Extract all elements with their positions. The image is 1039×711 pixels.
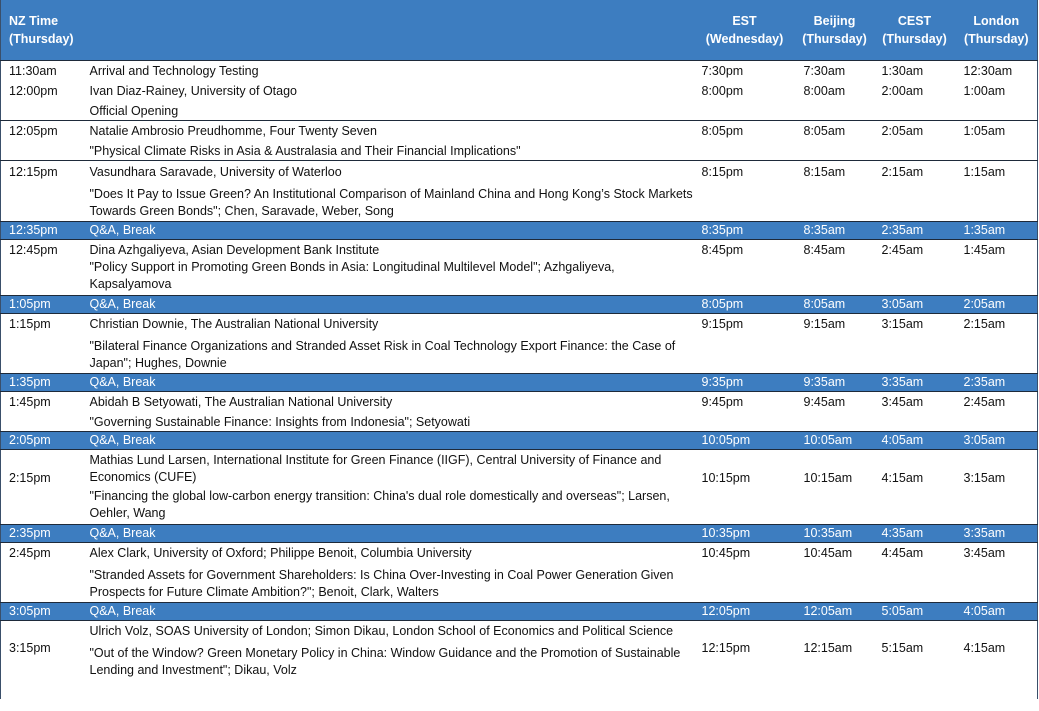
time-value: 9:15am (803, 317, 846, 331)
time-value: 8:15am (803, 165, 846, 179)
london-time-cell (956, 543, 1038, 603)
time-value: 12:15pm (701, 641, 751, 655)
session-title: Alex Clark, University of Oxford; Philippe Benoit, Columbia University (89, 546, 472, 560)
time-value: 3:45am (881, 395, 924, 409)
time-value: 1:15am (963, 165, 1006, 179)
time-value: 2:15pm (9, 471, 51, 485)
time-value: 8:05am (803, 124, 846, 138)
cest-time-cell (874, 240, 956, 296)
est-time-cell (694, 314, 796, 374)
london-time-cell: 3:05am (956, 432, 1038, 450)
nz-time-cell (1, 621, 82, 699)
session-cell (82, 392, 694, 432)
session-row (1, 392, 1038, 432)
time-value: 12:00pm (9, 84, 58, 98)
london-time-cell: 2:35am (956, 374, 1038, 392)
nz-time-cell (1, 392, 82, 432)
est-time-cell (694, 543, 796, 603)
header-london: London (Thursday) (956, 0, 1038, 61)
est-time-cell: 8:35pm (694, 222, 796, 240)
session-cell (82, 450, 694, 525)
session-title: Christian Downie, The Australian National University (89, 317, 379, 331)
time-value: 8:45am (803, 243, 846, 257)
nz-time-cell: 3:05pm (1, 603, 82, 621)
session-title: Ulrich Volz, SOAS University of London; Simon Dikau, London School of Economics and Political Science (89, 624, 674, 638)
session-cell: Q&A, Break (82, 432, 694, 450)
session-row (1, 450, 1038, 525)
session-row (1, 161, 1038, 222)
session-title: Dina Azhgaliyeva, Asian Development Bank Institute (89, 243, 380, 257)
nz-time-cell: 12:35pm (1, 222, 82, 240)
nz-time-cell: 1:35pm (1, 374, 82, 392)
time-value: 2:00am (881, 84, 924, 98)
break-row (1, 525, 1038, 543)
session-detail: "Bilateral Finance Organizations and Stranded Asset Risk in Coal Technology Export Finance: the Case of Japan"; Hughes, Downie (89, 339, 676, 370)
beijing-time-cell: 8:35am (796, 222, 874, 240)
london-time-cell (956, 392, 1038, 432)
est-time-cell: 10:05pm (694, 432, 796, 450)
session-detail: "Stranded Assets for Government Shareholders: Is China Over-Investing in Coal Power Generation Given Prospects for Future Climate Ambition?"; Benoit, Clark, Walters (89, 568, 674, 599)
time-value: 1:45am (963, 243, 1006, 257)
cest-time-cell (874, 621, 956, 699)
time-value: 9:15pm (701, 317, 744, 331)
schedule-body (1, 61, 1038, 699)
london-time-cell: 3:35am (956, 525, 1038, 543)
time-value: 3:45am (963, 546, 1006, 560)
london-time-cell (956, 621, 1038, 699)
beijing-time-cell (796, 314, 874, 374)
nz-time-cell (1, 121, 82, 161)
est-time-cell (694, 61, 796, 121)
nz-time-cell: 2:05pm (1, 432, 82, 450)
beijing-time-cell (796, 121, 874, 161)
time-value: 12:15am (803, 641, 853, 655)
time-value: 10:15am (803, 471, 853, 485)
session-cell: Q&A, Break (82, 525, 694, 543)
beijing-time-cell (796, 543, 874, 603)
london-time-cell: 1:35am (956, 222, 1038, 240)
est-time-cell (694, 392, 796, 432)
cest-time-cell: 3:05am (874, 296, 956, 314)
break-row (1, 374, 1038, 392)
beijing-time-cell: 12:05am (796, 603, 874, 621)
cest-time-cell: 4:05am (874, 432, 956, 450)
cest-time-cell (874, 314, 956, 374)
est-time-cell (694, 121, 796, 161)
nz-time-cell (1, 240, 82, 296)
est-time-cell: 8:05pm (694, 296, 796, 314)
time-value: 2:45am (881, 243, 924, 257)
time-value: 2:05am (881, 124, 924, 138)
header-cest: CEST (Thursday) (874, 0, 956, 61)
cest-time-cell: 3:35am (874, 374, 956, 392)
header-session (82, 0, 694, 61)
beijing-time-cell: 9:35am (796, 374, 874, 392)
session-detail: Official Opening (89, 104, 179, 118)
time-value: 4:15am (881, 471, 924, 485)
time-value: 10:15pm (701, 471, 751, 485)
session-title: Arrival and Technology Testing (89, 64, 259, 78)
time-value: 2:15am (963, 317, 1006, 331)
time-value: 3:15am (881, 317, 924, 331)
est-time-cell: 10:35pm (694, 525, 796, 543)
london-time-cell (956, 121, 1038, 161)
session-cell: Q&A, Break (82, 296, 694, 314)
header-beijing: Beijing (Thursday) (796, 0, 874, 61)
time-value: 8:00am (803, 84, 846, 98)
session-title: Natalie Ambrosio Preudhomme, Four Twenty Seven (89, 124, 377, 138)
london-time-cell (956, 240, 1038, 296)
time-value: 12:30am (963, 64, 1013, 78)
time-value: 2:15am (881, 165, 924, 179)
cest-time-cell (874, 392, 956, 432)
session-cell (82, 543, 694, 603)
nz-time-cell (1, 161, 82, 222)
time-value: 11:30am (9, 64, 57, 78)
time-value: 12:05pm (9, 124, 58, 138)
time-value: 7:30pm (701, 64, 744, 78)
break-row (1, 296, 1038, 314)
cest-time-cell (874, 543, 956, 603)
time-value: 12:15pm (9, 165, 58, 179)
beijing-time-cell (796, 450, 874, 525)
break-row (1, 432, 1038, 450)
session-row (1, 240, 1038, 296)
beijing-time-cell: 10:35am (796, 525, 874, 543)
nz-time-cell (1, 543, 82, 603)
est-time-cell (694, 240, 796, 296)
time-value: 2:45pm (9, 546, 51, 560)
time-value: 8:15pm (701, 165, 744, 179)
beijing-time-cell (796, 61, 874, 121)
cest-time-cell (874, 61, 956, 121)
cest-time-cell: 5:05am (874, 603, 956, 621)
cest-time-cell: 2:35am (874, 222, 956, 240)
session-detail: "Out of the Window? Green Monetary Policy in China: Window Guidance and the Promotion of Sustainable Lending and Investment"; Dikau, Volz (89, 646, 681, 677)
est-time-cell (694, 450, 796, 525)
cest-time-cell (874, 450, 956, 525)
beijing-time-cell (796, 161, 874, 222)
time-value: 9:45am (803, 395, 846, 409)
time-value: 2:45am (963, 395, 1006, 409)
session-row (1, 61, 1038, 121)
london-time-cell: 4:05am (956, 603, 1038, 621)
est-time-cell (694, 621, 796, 699)
time-value: 1:15pm (9, 317, 51, 331)
session-title: Mathias Lund Larsen, International Institute for Green Finance (IIGF), Central University of Finance and Economics (CUFE) (89, 453, 662, 484)
time-value: 7:30am (803, 64, 846, 78)
time-value: 8:05pm (701, 124, 744, 138)
session-row (1, 121, 1038, 161)
time-value: 1:30am (881, 64, 924, 78)
time-value: 1:00am (963, 84, 1006, 98)
break-row (1, 603, 1038, 621)
session-cell (82, 61, 694, 121)
session-title: Vasundhara Saravade, University of Waterloo (89, 165, 342, 179)
est-time-cell: 9:35pm (694, 374, 796, 392)
london-time-cell (956, 161, 1038, 222)
header-est: EST (Wednesday) (694, 0, 796, 61)
london-time-cell: 2:05am (956, 296, 1038, 314)
time-value: 10:45am (803, 546, 853, 560)
session-row (1, 621, 1038, 699)
header-nz-time: NZ Time (Thursday) (1, 0, 82, 61)
time-value: 4:45am (881, 546, 924, 560)
break-row (1, 222, 1038, 240)
schedule-header (1, 0, 1038, 61)
time-value: 5:15am (881, 641, 924, 655)
time-value: 3:15pm (9, 641, 51, 655)
session-cell: Q&A, Break (82, 222, 694, 240)
est-time-cell (694, 161, 796, 222)
cest-time-cell: 4:35am (874, 525, 956, 543)
beijing-time-cell (796, 240, 874, 296)
time-value: 3:15am (963, 471, 1006, 485)
london-time-cell (956, 314, 1038, 374)
nz-time-cell: 2:35pm (1, 525, 82, 543)
session-detail: "Financing the global low-carbon energy transition: China's dual role domestically and overseas"; Larsen, Oehler, Wang (89, 489, 670, 520)
london-time-cell (956, 61, 1038, 121)
session-row (1, 314, 1038, 374)
session-cell: Q&A, Break (82, 603, 694, 621)
session-row (1, 543, 1038, 603)
est-time-cell: 12:05pm (694, 603, 796, 621)
beijing-time-cell (796, 392, 874, 432)
time-value: 8:00pm (701, 84, 744, 98)
session-detail: "Does It Pay to Issue Green? An Institutional Comparison of Mainland China and Hong Kong’s Stock Markets Towards Green Bonds"; Chen, Saravade, Weber, Song (89, 187, 693, 218)
time-value: 4:15am (963, 641, 1006, 655)
session-cell: Q&A, Break (82, 374, 694, 392)
session-cell (82, 161, 694, 222)
nz-time-cell: 1:05pm (1, 296, 82, 314)
session-cell (82, 621, 694, 699)
beijing-time-cell (796, 621, 874, 699)
session-detail: "Physical Climate Risks in Asia & Australasia and Their Financial Implications" (89, 144, 521, 158)
session-cell (82, 314, 694, 374)
time-value: 9:45pm (701, 395, 744, 409)
session-cell (82, 121, 694, 161)
beijing-time-cell: 10:05am (796, 432, 874, 450)
cest-time-cell (874, 121, 956, 161)
session-title: Abidah B Setyowati, The Australian National University (89, 395, 393, 409)
time-value: 1:45pm (9, 395, 51, 409)
beijing-time-cell: 8:05am (796, 296, 874, 314)
time-value: 10:45pm (701, 546, 751, 560)
london-time-cell (956, 450, 1038, 525)
session-detail: Ivan Diaz-Rainey, University of Otago (89, 84, 297, 98)
nz-time-cell (1, 61, 82, 121)
cest-time-cell (874, 161, 956, 222)
nz-time-cell (1, 314, 82, 374)
time-value: 1:05am (963, 124, 1006, 138)
time-value: 8:45pm (701, 243, 744, 257)
session-detail: "Policy Support in Promoting Green Bonds in Asia: Longitudinal Multilevel Model"; Azhgaliyeva, Kapsalyamova (89, 260, 615, 291)
time-value: 12:45pm (9, 243, 58, 257)
nz-time-cell (1, 450, 82, 525)
session-cell (82, 240, 694, 296)
session-detail: "Governing Sustainable Finance: Insights from Indonesia"; Setyowati (89, 415, 471, 429)
